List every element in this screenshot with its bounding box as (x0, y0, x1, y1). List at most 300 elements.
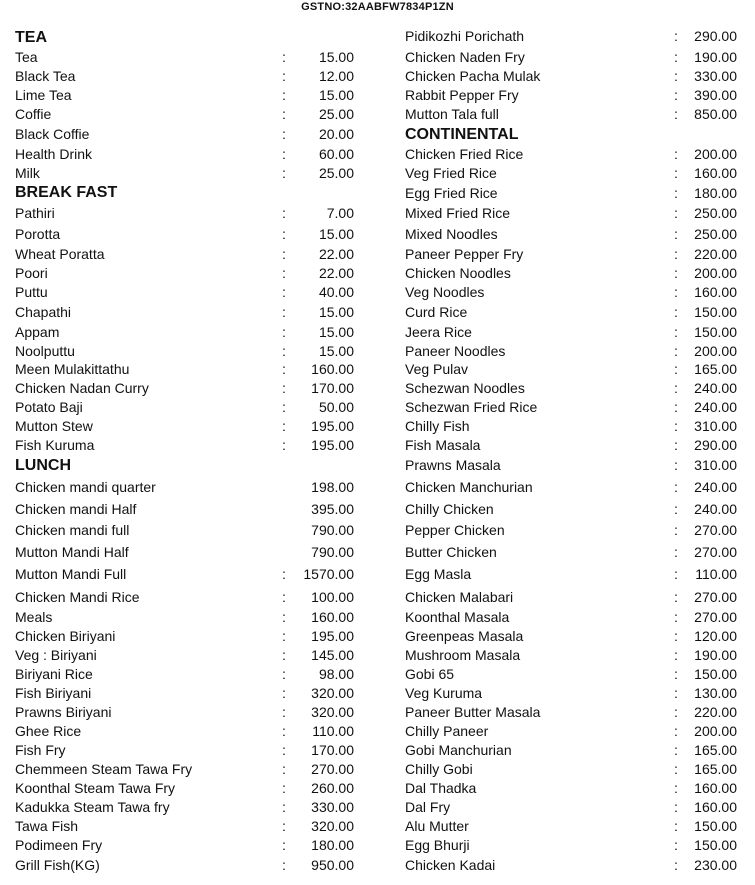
menu-item-price: 145.00 (311, 647, 354, 663)
price-separator: : (674, 522, 678, 538)
menu-item (0, 565, 376, 584)
menu-item (0, 145, 376, 164)
menu-item-price: 320.00 (311, 685, 354, 701)
price-separator: : (674, 647, 678, 663)
price-separator: : (282, 818, 286, 834)
section-heading: CONTINENTAL (405, 126, 519, 143)
price-separator: : (282, 780, 286, 796)
menu-item-price: 180.00 (311, 837, 354, 853)
menu-item-name: Poori (15, 265, 48, 281)
menu-item-price: 190.00 (694, 647, 737, 663)
menu-item-price: 230.00 (694, 857, 737, 873)
menu-item-name: Black Tea (15, 68, 76, 84)
price-separator: : (674, 246, 678, 262)
menu-item-name: Mutton Mandi Half (15, 544, 129, 560)
price-separator: : (282, 418, 286, 434)
menu-item-price: 310.00 (694, 418, 737, 434)
menu-item-price: 240.00 (694, 479, 737, 495)
price-separator: : (282, 343, 286, 359)
menu-item (0, 741, 376, 760)
menu-item-name: Chicken mandi quarter (15, 479, 156, 495)
menu-item (376, 543, 755, 562)
menu-item-price: 310.00 (694, 457, 737, 473)
menu-item-price: 190.00 (694, 49, 737, 65)
menu-item (0, 684, 376, 703)
menu-column-left (0, 0, 376, 885)
price-separator: : (674, 324, 678, 340)
menu-item-price: 20.00 (318, 126, 354, 142)
price-separator: : (674, 457, 678, 473)
menu-item (376, 204, 755, 223)
menu-item (0, 817, 376, 836)
menu-item-price: 150.00 (694, 837, 737, 853)
menu-item-price: 98.00 (318, 666, 354, 682)
price-separator: : (674, 818, 678, 834)
menu-item-price: 22.00 (318, 265, 354, 281)
menu-item (376, 836, 755, 855)
menu-item (376, 646, 755, 665)
menu-item-name: Egg Fried Rice (405, 185, 498, 201)
price-separator: : (674, 566, 678, 582)
menu-item (0, 204, 376, 223)
price-separator: : (674, 87, 678, 103)
price-separator: : (674, 68, 678, 84)
price-separator: : (674, 418, 678, 434)
menu-item-name: Pepper Chicken (405, 522, 505, 538)
menu-item-name: Fish Biriyani (15, 685, 92, 701)
price-separator: : (282, 566, 286, 582)
menu-item (376, 608, 755, 627)
price-separator: : (674, 49, 678, 65)
menu-item-price: 160.00 (694, 165, 737, 181)
menu-item (376, 588, 755, 607)
price-separator: : (674, 361, 678, 377)
menu-item (376, 478, 755, 497)
menu-item-name: Gobi 65 (405, 666, 455, 682)
menu-item-price: 200.00 (694, 343, 737, 359)
menu-item (376, 105, 755, 124)
menu-item-name: Alu Mutter (405, 818, 469, 834)
menu-item-name: Veg : Biriyani (15, 647, 97, 663)
menu-item-price: 50.00 (318, 399, 354, 415)
menu-item-price: 25.00 (318, 165, 354, 181)
menu-item (376, 27, 755, 46)
price-separator: : (282, 799, 286, 815)
menu-item-price: 160.00 (694, 799, 737, 815)
menu-item (376, 703, 755, 722)
menu-item-price: 395.00 (311, 501, 354, 517)
menu-item (376, 500, 755, 519)
menu-item (0, 303, 376, 322)
menu-item-price: 165.00 (694, 761, 737, 777)
price-separator: : (282, 723, 286, 739)
menu-item-name: Greenpeas Masala (405, 628, 524, 644)
price-separator: : (282, 857, 286, 873)
price-separator: : (282, 265, 286, 281)
menu-item-name: Koonthal Masala (405, 609, 510, 625)
menu-item (0, 417, 376, 436)
menu-item-name: Meen Mulakittathu (15, 361, 130, 377)
menu-item (0, 627, 376, 646)
menu-item-price: 270.00 (694, 609, 737, 625)
menu-item-price: 290.00 (694, 437, 737, 453)
menu-item-name: Wheat Poratta (15, 246, 105, 262)
menu-item-price: 195.00 (311, 418, 354, 434)
menu-item-name: Mutton Tala full (405, 106, 499, 122)
menu-item-price: 790.00 (311, 544, 354, 560)
price-separator: : (674, 265, 678, 281)
menu-item-name: Chicken Nadan Curry (15, 380, 149, 396)
menu-item (376, 398, 755, 417)
menu-item (0, 760, 376, 779)
menu-item-price: 240.00 (694, 399, 737, 415)
menu-item (0, 225, 376, 244)
menu-item-name: Schezwan Noodles (405, 380, 525, 396)
menu-item-name: Jeera Rice (405, 324, 472, 340)
menu-item-price: 165.00 (694, 742, 737, 758)
menu-item (376, 627, 755, 646)
menu-item-price: 15.00 (318, 304, 354, 320)
price-separator: : (674, 146, 678, 162)
menu-item (0, 342, 376, 361)
menu-item (376, 145, 755, 164)
menu-item-price: 150.00 (694, 666, 737, 682)
menu-item-name: Chilly Chicken (405, 501, 494, 517)
menu-item (376, 48, 755, 67)
menu-item-name: Potato Baji (15, 399, 83, 415)
menu-item-name: Paneer Noodles (405, 343, 506, 359)
menu-item-price: 950.00 (311, 857, 354, 873)
menu-item (376, 303, 755, 322)
menu-item-name: Puttu (15, 284, 48, 300)
menu-item-name: Mixed Fried Rice (405, 205, 511, 221)
menu-item-name: Curd Rice (405, 304, 468, 320)
price-separator: : (674, 437, 678, 453)
menu-item (0, 608, 376, 627)
menu-item-name: Pathiri (15, 205, 55, 221)
price-separator: : (282, 437, 286, 453)
menu-item-name: Pidikozhi Porichath (405, 28, 525, 44)
menu-item-name: Dal Fry (405, 799, 451, 815)
price-separator: : (282, 49, 286, 65)
menu-item-name: Meals (15, 609, 53, 625)
menu-item-price: 270.00 (694, 589, 737, 605)
menu-item (0, 283, 376, 302)
price-separator: : (282, 304, 286, 320)
price-separator: : (674, 165, 678, 181)
menu-item-price: 250.00 (694, 205, 737, 221)
menu-item-price: 22.00 (318, 246, 354, 262)
menu-item (0, 703, 376, 722)
price-separator: : (282, 704, 286, 720)
menu-item (376, 86, 755, 105)
menu-item (376, 798, 755, 817)
menu-item-name: Chicken Malabari (405, 589, 514, 605)
menu-item-price: 320.00 (311, 704, 354, 720)
menu-item-price: 110.00 (312, 723, 354, 739)
price-separator: : (674, 501, 678, 517)
menu-item (0, 105, 376, 124)
menu-item (376, 779, 755, 798)
price-separator: : (674, 205, 678, 221)
menu-item (376, 417, 755, 436)
menu-item-price: 15.00 (318, 49, 354, 65)
menu-item-price: 200.00 (694, 146, 737, 162)
menu-item-name: Chicken Fried Rice (405, 146, 524, 162)
menu-item-name: Chilly Gobi (405, 761, 473, 777)
menu-item-name: Tawa Fish (15, 818, 79, 834)
price-separator: : (674, 799, 678, 815)
menu-item (0, 67, 376, 86)
menu-item-price: 220.00 (694, 704, 737, 720)
menu-item-name: Noolputtu (15, 343, 75, 359)
menu-item-name: Black Coffie (15, 126, 90, 142)
menu-item-name: Veg Kuruma (405, 685, 483, 701)
menu-item-price: 130.00 (694, 685, 737, 701)
menu-item (376, 342, 755, 361)
menu-item-price: 15.00 (318, 343, 354, 359)
menu-item (376, 264, 755, 283)
menu-item (376, 565, 755, 584)
price-separator: : (674, 304, 678, 320)
menu-item-price: 110.00 (695, 566, 737, 582)
price-separator: : (282, 226, 286, 242)
price-separator: : (282, 146, 286, 162)
menu-item-price: 160.00 (311, 609, 354, 625)
menu-item-name: Fish Fry (15, 742, 66, 758)
menu-item-price: 15.00 (318, 324, 354, 340)
menu-item-name: Milk (15, 165, 40, 181)
menu-item-name: Chapathi (15, 304, 72, 320)
menu-item-price: 200.00 (694, 723, 737, 739)
price-separator: : (282, 589, 286, 605)
menu-item-price: 1570.00 (303, 566, 354, 582)
menu-item-price: 150.00 (694, 324, 737, 340)
price-separator: : (674, 761, 678, 777)
price-separator: : (282, 628, 286, 644)
menu-item (376, 741, 755, 760)
menu-item (376, 360, 755, 379)
price-separator: : (674, 479, 678, 495)
menu-item (376, 164, 755, 183)
menu-item-name: Gobi Manchurian (405, 742, 512, 758)
price-separator: : (674, 609, 678, 625)
menu-item (0, 398, 376, 417)
menu-item (0, 245, 376, 264)
menu-item (376, 817, 755, 836)
menu-item-price: 150.00 (694, 304, 737, 320)
menu-item (376, 323, 755, 342)
menu-item-price: 320.00 (311, 818, 354, 834)
menu-item (0, 500, 376, 519)
menu-item (376, 379, 755, 398)
menu-item-price: 290.00 (694, 28, 737, 44)
menu-item-name: Chicken Mandi Rice (15, 589, 140, 605)
menu-item (376, 283, 755, 302)
price-separator: : (282, 666, 286, 682)
menu-item (0, 665, 376, 684)
price-separator: : (674, 837, 678, 853)
gst-number: GSTNO:32AABFW7834P1ZN (301, 1, 454, 13)
menu-item-name: Veg Pulav (405, 361, 469, 377)
menu-item-name: Dal Thadka (405, 780, 477, 796)
menu-item-price: 390.00 (694, 87, 737, 103)
menu-item-name: Paneer Butter Masala (405, 704, 541, 720)
menu-item-name: Egg Bhurji (405, 837, 470, 853)
menu-item-price: 160.00 (694, 284, 737, 300)
price-separator: : (282, 165, 286, 181)
menu-item-price: 150.00 (694, 818, 737, 834)
menu-item (376, 760, 755, 779)
menu-column-right (376, 0, 755, 885)
menu-item-price: 330.00 (311, 799, 354, 815)
price-separator: : (282, 399, 286, 415)
menu-item (0, 125, 376, 144)
price-separator: : (282, 106, 286, 122)
menu-item (0, 646, 376, 665)
menu-item (0, 779, 376, 798)
menu-item (376, 456, 755, 475)
menu-item (0, 722, 376, 741)
price-separator: : (282, 761, 286, 777)
menu-item (0, 379, 376, 398)
menu-item-name: Butter Chicken (405, 544, 497, 560)
menu-item-price: 220.00 (694, 246, 737, 262)
menu-item-name: Chicken Manchurian (405, 479, 533, 495)
menu-item (0, 360, 376, 379)
menu-item-price: 160.00 (311, 361, 354, 377)
menu-item-price: 250.00 (694, 226, 737, 242)
menu-item-price: 850.00 (694, 106, 737, 122)
menu-item-name: Veg Noodles (405, 284, 485, 300)
menu-item-price: 165.00 (694, 361, 737, 377)
price-separator: : (674, 343, 678, 359)
price-separator: : (282, 609, 286, 625)
menu-item-price: 170.00 (311, 380, 354, 396)
menu-item (0, 48, 376, 67)
menu-item (376, 665, 755, 684)
menu-item-name: Health Drink (15, 146, 93, 162)
menu-item-name: Mutton Mandi Full (15, 566, 127, 582)
menu-item (0, 836, 376, 855)
menu-item (376, 722, 755, 741)
price-separator: : (282, 837, 286, 853)
menu-item-name: Chicken mandi full (15, 522, 130, 538)
price-separator: : (282, 87, 286, 103)
menu-item-name: Chemmeen Steam Tawa Fry (15, 761, 193, 777)
menu-item (0, 798, 376, 817)
menu-item (0, 436, 376, 455)
menu-item-name: Mushroom Masala (405, 647, 521, 663)
menu-item-price: 198.00 (311, 479, 354, 495)
menu-item-price: 790.00 (311, 522, 354, 538)
price-separator: : (282, 361, 286, 377)
price-separator: : (282, 324, 286, 340)
price-separator: : (674, 589, 678, 605)
menu-item-name: Porotta (15, 226, 61, 242)
menu-item-price: 180.00 (694, 185, 737, 201)
menu-item-name: Chicken Kadai (405, 857, 496, 873)
price-separator: : (674, 628, 678, 644)
price-separator: : (674, 380, 678, 396)
menu-item-name: Koonthal Steam Tawa Fry (15, 780, 176, 796)
menu-item-price: 15.00 (318, 87, 354, 103)
menu-item-name: Kadukka Steam Tawa fry (15, 799, 170, 815)
menu-item (0, 164, 376, 183)
menu-item-price: 100.00 (311, 589, 354, 605)
menu-item-name: Chicken Biriyani (15, 628, 116, 644)
menu-item-price: 160.00 (694, 780, 737, 796)
menu-item (0, 588, 376, 607)
menu-item-name: Chilly Fish (405, 418, 470, 434)
menu-item-name: Grill Fish(KG) (15, 857, 100, 873)
menu-item-name: Chicken Naden Fry (405, 49, 525, 65)
menu-item (376, 521, 755, 540)
menu-item-price: 270.00 (694, 544, 737, 560)
price-separator: : (674, 857, 678, 873)
menu-item (0, 521, 376, 540)
menu-item-name: Prawns Biriyani (15, 704, 112, 720)
price-separator: : (674, 666, 678, 682)
price-separator: : (674, 704, 678, 720)
price-separator: : (282, 685, 286, 701)
menu-item-name: Chicken mandi Half (15, 501, 137, 517)
menu-item-price: 270.00 (311, 761, 354, 777)
price-separator: : (674, 780, 678, 796)
menu-item-price: 240.00 (694, 380, 737, 396)
menu-item-price: 60.00 (318, 146, 354, 162)
menu-item-price: 7.00 (326, 205, 354, 221)
price-separator: : (282, 647, 286, 663)
menu-item-name: Rabbit Pepper Fry (405, 87, 519, 103)
menu-item-price: 260.00 (311, 780, 354, 796)
menu-item-name: Lime Tea (15, 87, 72, 103)
menu-item (376, 225, 755, 244)
menu-item (0, 478, 376, 497)
menu-item-price: 240.00 (694, 501, 737, 517)
price-separator: : (674, 226, 678, 242)
menu-item (376, 856, 755, 875)
menu-item-name: Ghee Rice (15, 723, 82, 739)
menu-item-name: Egg Masla (405, 566, 472, 582)
price-separator: : (674, 742, 678, 758)
menu-item-price: 200.00 (694, 265, 737, 281)
menu-item-name: Appam (15, 324, 60, 340)
menu-item (376, 436, 755, 455)
menu-item-price: 195.00 (311, 437, 354, 453)
menu-item-name: Coffie (15, 106, 52, 122)
menu-item-name: Tea (15, 49, 38, 65)
menu-item-name: Chicken Pacha Mulak (405, 68, 541, 84)
menu-item-name: Chilly Paneer (405, 723, 489, 739)
price-separator: : (282, 246, 286, 262)
menu-item-name: Fish Kuruma (15, 437, 95, 453)
price-separator: : (674, 685, 678, 701)
menu-item-name: Mixed Noodles (405, 226, 498, 242)
price-separator: : (282, 68, 286, 84)
menu-item-name: Fish Masala (405, 437, 481, 453)
menu-item (376, 184, 755, 203)
price-separator: : (674, 284, 678, 300)
menu-item (376, 684, 755, 703)
menu-item (0, 856, 376, 875)
section-heading: LUNCH (15, 457, 71, 474)
price-separator: : (282, 205, 286, 221)
menu-item-price: 12.00 (318, 68, 354, 84)
menu-item (0, 543, 376, 562)
menu-item (0, 86, 376, 105)
menu-item-price: 330.00 (694, 68, 737, 84)
